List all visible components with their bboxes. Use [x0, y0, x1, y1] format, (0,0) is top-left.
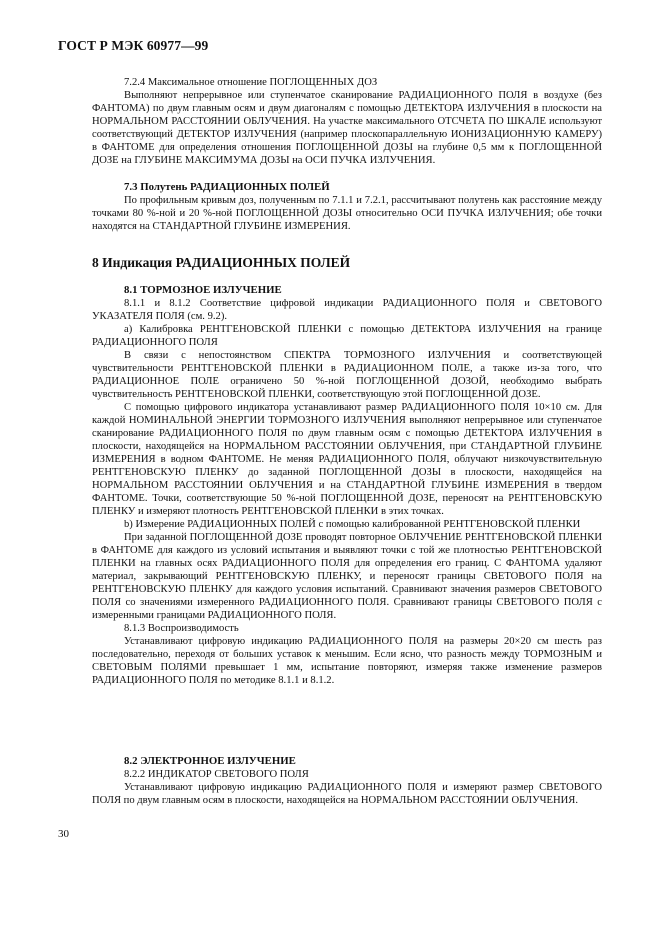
paragraph: 8.2.2 ИНДИКАТОР СВЕТОВОГО ПОЛЯ [124, 769, 309, 780]
paragraph: В связи с непостоянством СПЕКТРА ТОРМОЗНОГО ИЗЛУЧЕНИЯ и соответствующей чувствительности РЕНТГЕНОВСКОЙ ПЛЕНКИ в РАДИАЦИОННОМ ПОЛЕ, а также из-за того, что РАДИАЦИОННОЕ ПОЛЕ ограничено 50 %-ной ПОГЛОЩЕННОЙ ДОЗОЙ, необходимо выбрать чувствительность РЕНТГЕНОВСКОЙ ПЛЕНКИ, соответствующую этой ПОГЛОЩЕННОЙ ДОЗЕ. [92, 350, 602, 400]
paragraph: Устанавливают цифровую индикацию РАДИАЦИОННОГО ПОЛЯ на размеры 20×20 см шесть раз последовательно, переходя от больших уставок к меньшим. Если ясно, что разность между ТОРМОЗНЫМ и СВЕТОВЫМ ПОЛЯМИ превышает 1 мм, испытание повторяют, измеряя также изменение размеров РАДИАЦИОННОГО ПОЛЯ по методике 8.1.1 и 8.1.2. [92, 636, 602, 686]
section-8 [92, 255, 602, 271]
paragraph: 8.1.1 и 8.1.2 Соответствие цифровой индикации РАДИАЦИОННОГО ПОЛЯ и СВЕТОВОГО УКАЗАТЕЛЯ ПОЛЯ (см. 9.2). [92, 298, 602, 322]
page-number: 30 [58, 828, 69, 840]
section-heading: 8.1 ТОРМОЗНОЕ ИЗЛУЧЕНИЕ [124, 284, 282, 296]
paragraph: При заданной ПОГЛОЩЕННОЙ ДОЗЕ проводят повторное ОБЛУЧЕНИЕ РЕНТГЕНОВСКОЙ ПЛЕНКИ в ФАНТОМЕ для каждого из условий испытания и выявляют точки с той же плотностью РЕНТГЕНОВСКОЙ ПЛЕНКИ на главных осях РАДИАЦИОННОГО ПОЛЯ для определения его границ. С ФАНТОМА удаляют материал, закрывающий РЕНТГЕНОВСКУЮ ПЛЕНКУ, и переносят границы СВЕТОВОГО ПОЛЯ на РЕНТГЕНОВСКУЮ ПЛЕНКУ для каждого условия испытаний. Сравнивают значения размеров СВЕТОВОГО ПОЛЯ со значениями измеренного РАДИАЦИОННОГО ПОЛЯ. Сравнивают границы СВЕТОВОГО ПОЛЯ с измеренными границами РАДИАЦИОННОГО ПОЛЯ. [92, 532, 602, 621]
section-heading: 7.2.4 Максимальное отношение ПОГЛОЩЕННЫХ ДОЗ [124, 77, 378, 88]
document-header: ГОСТ Р МЭК 60977—99 [58, 38, 209, 53]
section-7-3 [92, 181, 602, 233]
paragraph: С помощью цифрового индикатора устанавливают размер РАДИАЦИОННОГО ПОЛЯ 10×10 см. Для каждой НОМИНАЛЬНОЙ ЭНЕРГИИ ТОРМОЗНОГО ИЗЛУЧЕНИЯ выполняют непрерывное или ступенчатое сканирование РАДИАЦИОННОГО ПОЛЯ по двум главным осям с помощью ДЕТЕКТОРА ИЗЛУЧЕНИЯ в плоскости, находящейся на НОРМАЛЬНОМ РАССТОЯНИИ ОБЛУЧЕНИЯ, при СТАНДАРТНОЙ ГЛУБИНЕ ИЗМЕРЕНИЯ в водном ФАНТОМЕ. Не меняя РАДИАЦИОННОГО ПОЛЯ, облучают низкочувствительную РЕНТГЕНОВСКУЮ ПЛЕНКУ до заданной ПОГЛОЩЕННОЙ ДОЗЫ в плоскости, находящейся на НОРМАЛЬНОМ РАССТОЯНИИ ОБЛУЧЕНИЯ и на СТАНДАРТНОЙ ГЛУБИНЕ ИЗМЕРЕНИЯ в твердом ФАНТОМЕ. Точки, соответствующие 50 %-ной ПОГЛОЩЕННОЙ ДОЗЕ, переносят на РЕНТГЕНОВСКУЮ ПЛЕНКУ и измеряют плотность РЕНТГЕНОВСКОЙ ПЛЕНКИ в этих точках. [92, 402, 602, 517]
paragraph: а) Калибровка РЕНТГЕНОВСКОЙ ПЛЕНКИ с помощью ДЕТЕКТОРА ИЗЛУЧЕНИЯ на границе РАДИАЦИОННОГО ПОЛЯ [92, 324, 602, 348]
paragraph: Устанавливают цифровую индикацию РАДИАЦИОННОГО ПОЛЯ и измеряют размер СВЕТОВОГО ПОЛЯ по двум главным осям в плоскости, находящейся на НОРМАЛЬНОМ РАССТОЯНИИ ОБЛУЧЕНИЯ. [92, 782, 602, 806]
section-heading: 7.3 Полутень РАДИАЦИОННЫХ ПОЛЕЙ [124, 181, 330, 193]
chapter-heading: 8 Индикация РАДИАЦИОННЫХ ПОЛЕЙ [92, 255, 351, 270]
section-7-2-4 [92, 76, 602, 167]
paragraph: 8.1.3 Воспроизводимость [124, 623, 239, 634]
paragraph: По профильным кривым доз, полученным по 7.1.1 и 7.2.1, рассчитывают полутень как расстояние между точками 80 %-ной и 20 %-ной ПОГЛОЩЕННОЙ ДОЗЫ относительно ОСИ ПУЧКА ИЗЛУЧЕНИЯ; обе точки находятся на СТАНДАРТНОЙ ГЛУБИНЕ ИЗМЕРЕНИЯ. [92, 195, 602, 232]
section-8-2 [92, 755, 602, 807]
section-heading: 8.2 ЭЛЕКТРОННОЕ ИЗЛУЧЕНИЕ [124, 755, 296, 767]
section-8-1 [92, 284, 602, 687]
paragraph: Выполняют непрерывное или ступенчатое сканирование РАДИАЦИОННОГО ПОЛЯ в воздухе (без ФАНТОМА) по двум главным осям и двум диагоналям с помощью ДЕТЕКТОРА ИЗЛУЧЕНИЯ в плоскости на НОРМАЛЬНОМ РАССТОЯНИИ ОБЛУЧЕНИЯ. На участке максимального ОТСЧЕТА ПО ШКАЛЕ используют соответствующий ДЕТЕКТОР ИЗЛУЧЕНИЯ (например плоскопараллельную ИОНИЗАЦИОННУЮ КАМЕРУ) в ФАНТОМЕ для определения отношения ПОГЛОЩЕННОЙ ДОЗЫ на глубине 0,5 мм к ПОГЛОЩЕННОЙ ДОЗЕ на ГЛУБИНЕ МАКСИМУМА ДОЗЫ на ОСИ ПУЧКА ИЗЛУЧЕНИЯ. [92, 90, 602, 166]
paragraph: b) Измерение РАДИАЦИОННЫХ ПОЛЕЙ с помощью калиброванной РЕНТГЕНОВСКОЙ ПЛЕНКИ [124, 519, 581, 530]
